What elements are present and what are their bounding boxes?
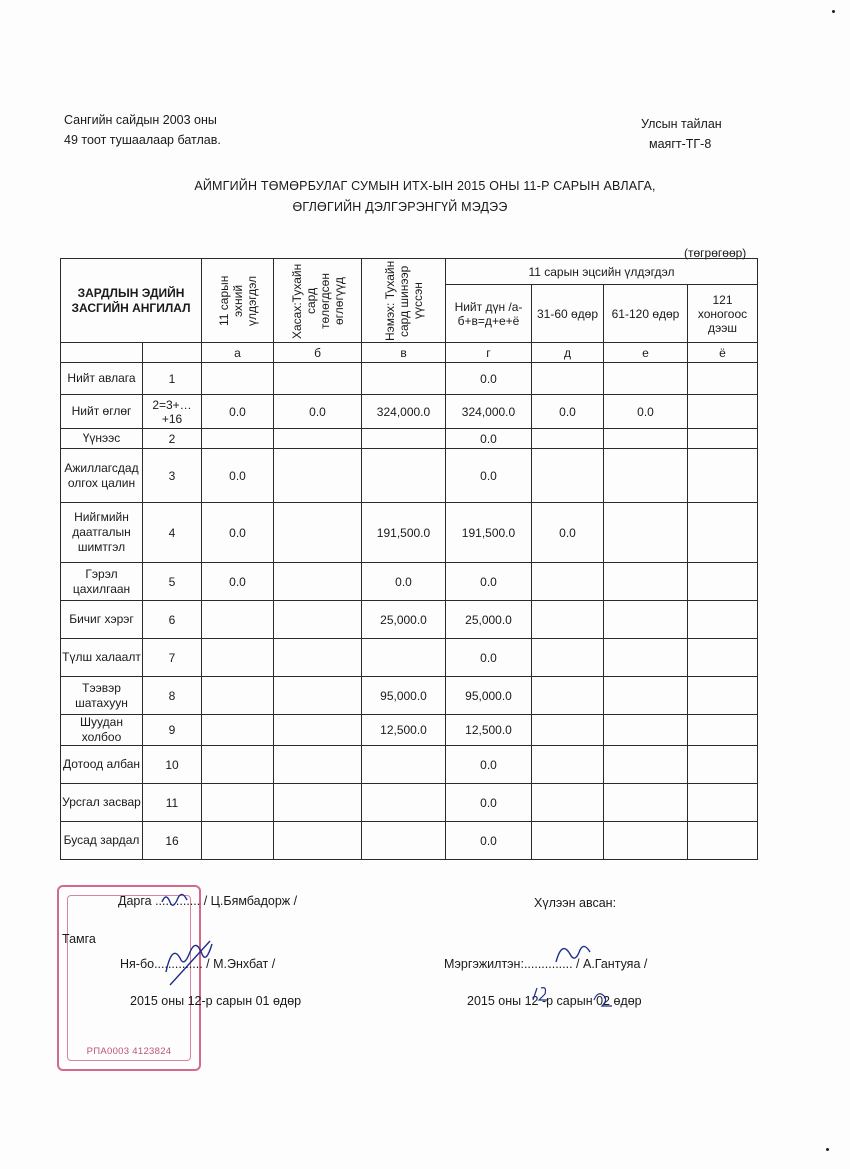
cell-g: 95,000.0 [446, 677, 532, 715]
report-table [60, 258, 758, 860]
cell-a [202, 601, 274, 639]
cell-g: 12,500.0 [446, 715, 532, 746]
cell-b [274, 639, 362, 677]
cell-b [274, 563, 362, 601]
unit-label: (төгрөгөөр) [684, 246, 747, 260]
stamp-code: РПА0003 4123824 [86, 1046, 172, 1057]
cell-a [202, 363, 274, 395]
cell-v [362, 746, 446, 784]
cell-b [274, 715, 362, 746]
table-row [61, 395, 758, 429]
blank-cell [143, 343, 202, 363]
approval-note [64, 110, 221, 150]
cell-g: 0.0 [446, 429, 532, 449]
cell-v [362, 784, 446, 822]
row-code: 4 [143, 503, 202, 563]
cell-a [202, 715, 274, 746]
cell-d [532, 363, 604, 395]
cell-yo [688, 784, 758, 822]
row-code: 5 [143, 563, 202, 601]
cell-yo [688, 715, 758, 746]
letter-cell: ё [688, 343, 758, 363]
form-code: маягт-ТГ-8 [649, 137, 712, 151]
cell-e [604, 822, 688, 860]
letter-cell: б [274, 343, 362, 363]
table-row [61, 363, 758, 395]
cell-b [274, 429, 362, 449]
cell-v: 191,500.0 [362, 503, 446, 563]
approval-line-1: Сангийн сайдын 2003 оны [64, 113, 217, 127]
row-code: 8 [143, 677, 202, 715]
cell-b [274, 746, 362, 784]
cell-v [362, 449, 446, 503]
cell-a [202, 822, 274, 860]
cell-d [532, 563, 604, 601]
letter-cell: г [446, 343, 532, 363]
cell-v: 12,500.0 [362, 715, 446, 746]
cell-yo [688, 449, 758, 503]
accountant-signature: Ня-бо.............. / М.Энхбат / [120, 957, 276, 971]
cell-d: 0.0 [532, 503, 604, 563]
approval-line-2: 49 тоот тушаалаар батлав. [64, 133, 221, 147]
row-code: 1 [143, 363, 202, 395]
cell-yo [688, 395, 758, 429]
scan-dot [826, 1148, 829, 1151]
cell-b [274, 449, 362, 503]
cell-e [604, 449, 688, 503]
blank-cell [61, 343, 143, 363]
cell-b: 0.0 [274, 395, 362, 429]
cell-v [362, 822, 446, 860]
row-label: Бичиг хэрэг [61, 601, 143, 639]
cell-a: 0.0 [202, 395, 274, 429]
row-label: Нийт авлага [61, 363, 143, 395]
col-b-header: Хасах:Тухайн сард төлөгдсөн өглөгүүд [274, 259, 362, 343]
table-row [61, 822, 758, 860]
scan-dot [832, 10, 835, 13]
cell-e [604, 639, 688, 677]
row-code: 2 [143, 429, 202, 449]
table-row [61, 639, 758, 677]
cell-e [604, 601, 688, 639]
row-code: 7 [143, 639, 202, 677]
cell-v [362, 639, 446, 677]
cell-e [604, 503, 688, 563]
cell-yo [688, 639, 758, 677]
cell-yo [688, 677, 758, 715]
cell-e: 0.0 [604, 395, 688, 429]
table-row [61, 746, 758, 784]
cell-yo [688, 563, 758, 601]
cell-a: 0.0 [202, 563, 274, 601]
director-signature: Дарга ............. / Ц.Бямбадорж / [118, 894, 298, 908]
cell-d [532, 449, 604, 503]
cell-yo [688, 363, 758, 395]
row-code: 9 [143, 715, 202, 746]
cell-yo [688, 746, 758, 784]
row-code: 3 [143, 449, 202, 503]
table-row [61, 503, 758, 563]
row-label: Ажиллагсдад олгох цалин [61, 449, 143, 503]
cell-g: 25,000.0 [446, 601, 532, 639]
cell-e [604, 746, 688, 784]
cell-d [532, 715, 604, 746]
cell-d [532, 677, 604, 715]
row-label: Түлш халаалт [61, 639, 143, 677]
cell-g: 0.0 [446, 822, 532, 860]
row-label: Нийгмийн даатгалын шимтгэл [61, 503, 143, 563]
table-row [61, 784, 758, 822]
row-label: Тээвэр шатахуун [61, 677, 143, 715]
cell-b [274, 677, 362, 715]
cell-d [532, 601, 604, 639]
cell-v: 25,000.0 [362, 601, 446, 639]
cell-e [604, 429, 688, 449]
letter-cell: в [362, 343, 446, 363]
cell-v [362, 363, 446, 395]
col-e-header: 61-120 өдөр [604, 285, 688, 343]
cell-g: 0.0 [446, 639, 532, 677]
cell-g: 191,500.0 [446, 503, 532, 563]
cell-yo [688, 429, 758, 449]
cell-yo [688, 503, 758, 563]
cell-g: 0.0 [446, 449, 532, 503]
cell-d [532, 784, 604, 822]
document-title [0, 176, 850, 218]
table-row [61, 429, 758, 449]
col-yo-header: 121 хоногоос дээш [688, 285, 758, 343]
col-d-header: 31-60 өдөр [532, 285, 604, 343]
row-label: Үүнээс [61, 429, 143, 449]
col-a-header: 11 сарын эхний үлдэгдэл [202, 259, 274, 343]
stamp-label: Тамга [62, 932, 96, 946]
cell-g: 0.0 [446, 563, 532, 601]
row-label: Бусад зардал [61, 822, 143, 860]
cell-b [274, 503, 362, 563]
cell-b [274, 784, 362, 822]
letter-cell: е [604, 343, 688, 363]
table-row [61, 601, 758, 639]
table-row [61, 677, 758, 715]
received-label: Хүлээн авсан: [534, 896, 617, 910]
cell-d [532, 746, 604, 784]
row-label: Гэрэл цахилгаан [61, 563, 143, 601]
row-code: 11 [143, 784, 202, 822]
cell-a [202, 677, 274, 715]
report-form-id [641, 114, 722, 154]
cell-e [604, 677, 688, 715]
title-line-2: ӨГЛӨГИЙН ДЭЛГЭРЭНГҮЙ МЭДЭЭ [292, 200, 508, 214]
cell-a: 0.0 [202, 449, 274, 503]
cell-yo [688, 601, 758, 639]
row-label: Шуудан холбоо [61, 715, 143, 746]
cell-v [362, 429, 446, 449]
cell-g: 0.0 [446, 746, 532, 784]
row-code: 10 [143, 746, 202, 784]
cell-a [202, 746, 274, 784]
letter-cell: д [532, 343, 604, 363]
row-code: 2=3+…+16 [143, 395, 202, 429]
cell-b [274, 822, 362, 860]
cell-a [202, 784, 274, 822]
cell-a: 0.0 [202, 503, 274, 563]
cell-v: 324,000.0 [362, 395, 446, 429]
cell-d: 0.0 [532, 395, 604, 429]
official-stamp [57, 885, 201, 1071]
category-header: ЗАРДЛЫН ЭДИЙН ЗАСГИЙН АНГИЛАЛ [61, 259, 202, 343]
table-row [61, 715, 758, 746]
row-code: 6 [143, 601, 202, 639]
cell-a [202, 429, 274, 449]
cell-yo [688, 822, 758, 860]
col-v-header: Нэмэх: Тухайн сард шинээр үүссэн [362, 259, 446, 343]
cell-d [532, 639, 604, 677]
cell-e [604, 715, 688, 746]
cell-e [604, 563, 688, 601]
table-row [61, 449, 758, 503]
cell-b [274, 601, 362, 639]
end-balance-group-header: 11 сарын эцсийн үлдэгдэл [446, 259, 758, 285]
cell-e [604, 784, 688, 822]
letter-cell: а [202, 343, 274, 363]
form-type: Улсын тайлан [641, 117, 722, 131]
title-line-1: АЙМГИЙН ТӨМӨРБУЛАГ СУМЫН ИТХ-ЫН 2015 ОНЫ 11-Р САРЫН АВЛАГА, [194, 179, 656, 193]
cell-v: 0.0 [362, 563, 446, 601]
cell-g: 0.0 [446, 363, 532, 395]
row-label: Нийт өглөг [61, 395, 143, 429]
col-g-header: Нийт дүн /а-б+в=д+е+ё [446, 285, 532, 343]
cell-d [532, 429, 604, 449]
cell-g: 0.0 [446, 784, 532, 822]
cell-a [202, 639, 274, 677]
row-label: Дотоод албан [61, 746, 143, 784]
table-row [61, 563, 758, 601]
row-label: Урсгал засвар [61, 784, 143, 822]
sign-date-right: 2015 оны 12 -р сарын 02 өдөр [467, 994, 642, 1008]
sign-date-left: 2015 оны 12-р сарын 01 өдөр [130, 994, 302, 1008]
letter-row [61, 343, 758, 363]
row-code: 16 [143, 822, 202, 860]
cell-d [532, 822, 604, 860]
cell-v: 95,000.0 [362, 677, 446, 715]
specialist-signature: Мэргэжилтэн:.............. / А.Гантуяа / [444, 957, 648, 971]
cell-e [604, 363, 688, 395]
cell-b [274, 363, 362, 395]
cell-g: 324,000.0 [446, 395, 532, 429]
